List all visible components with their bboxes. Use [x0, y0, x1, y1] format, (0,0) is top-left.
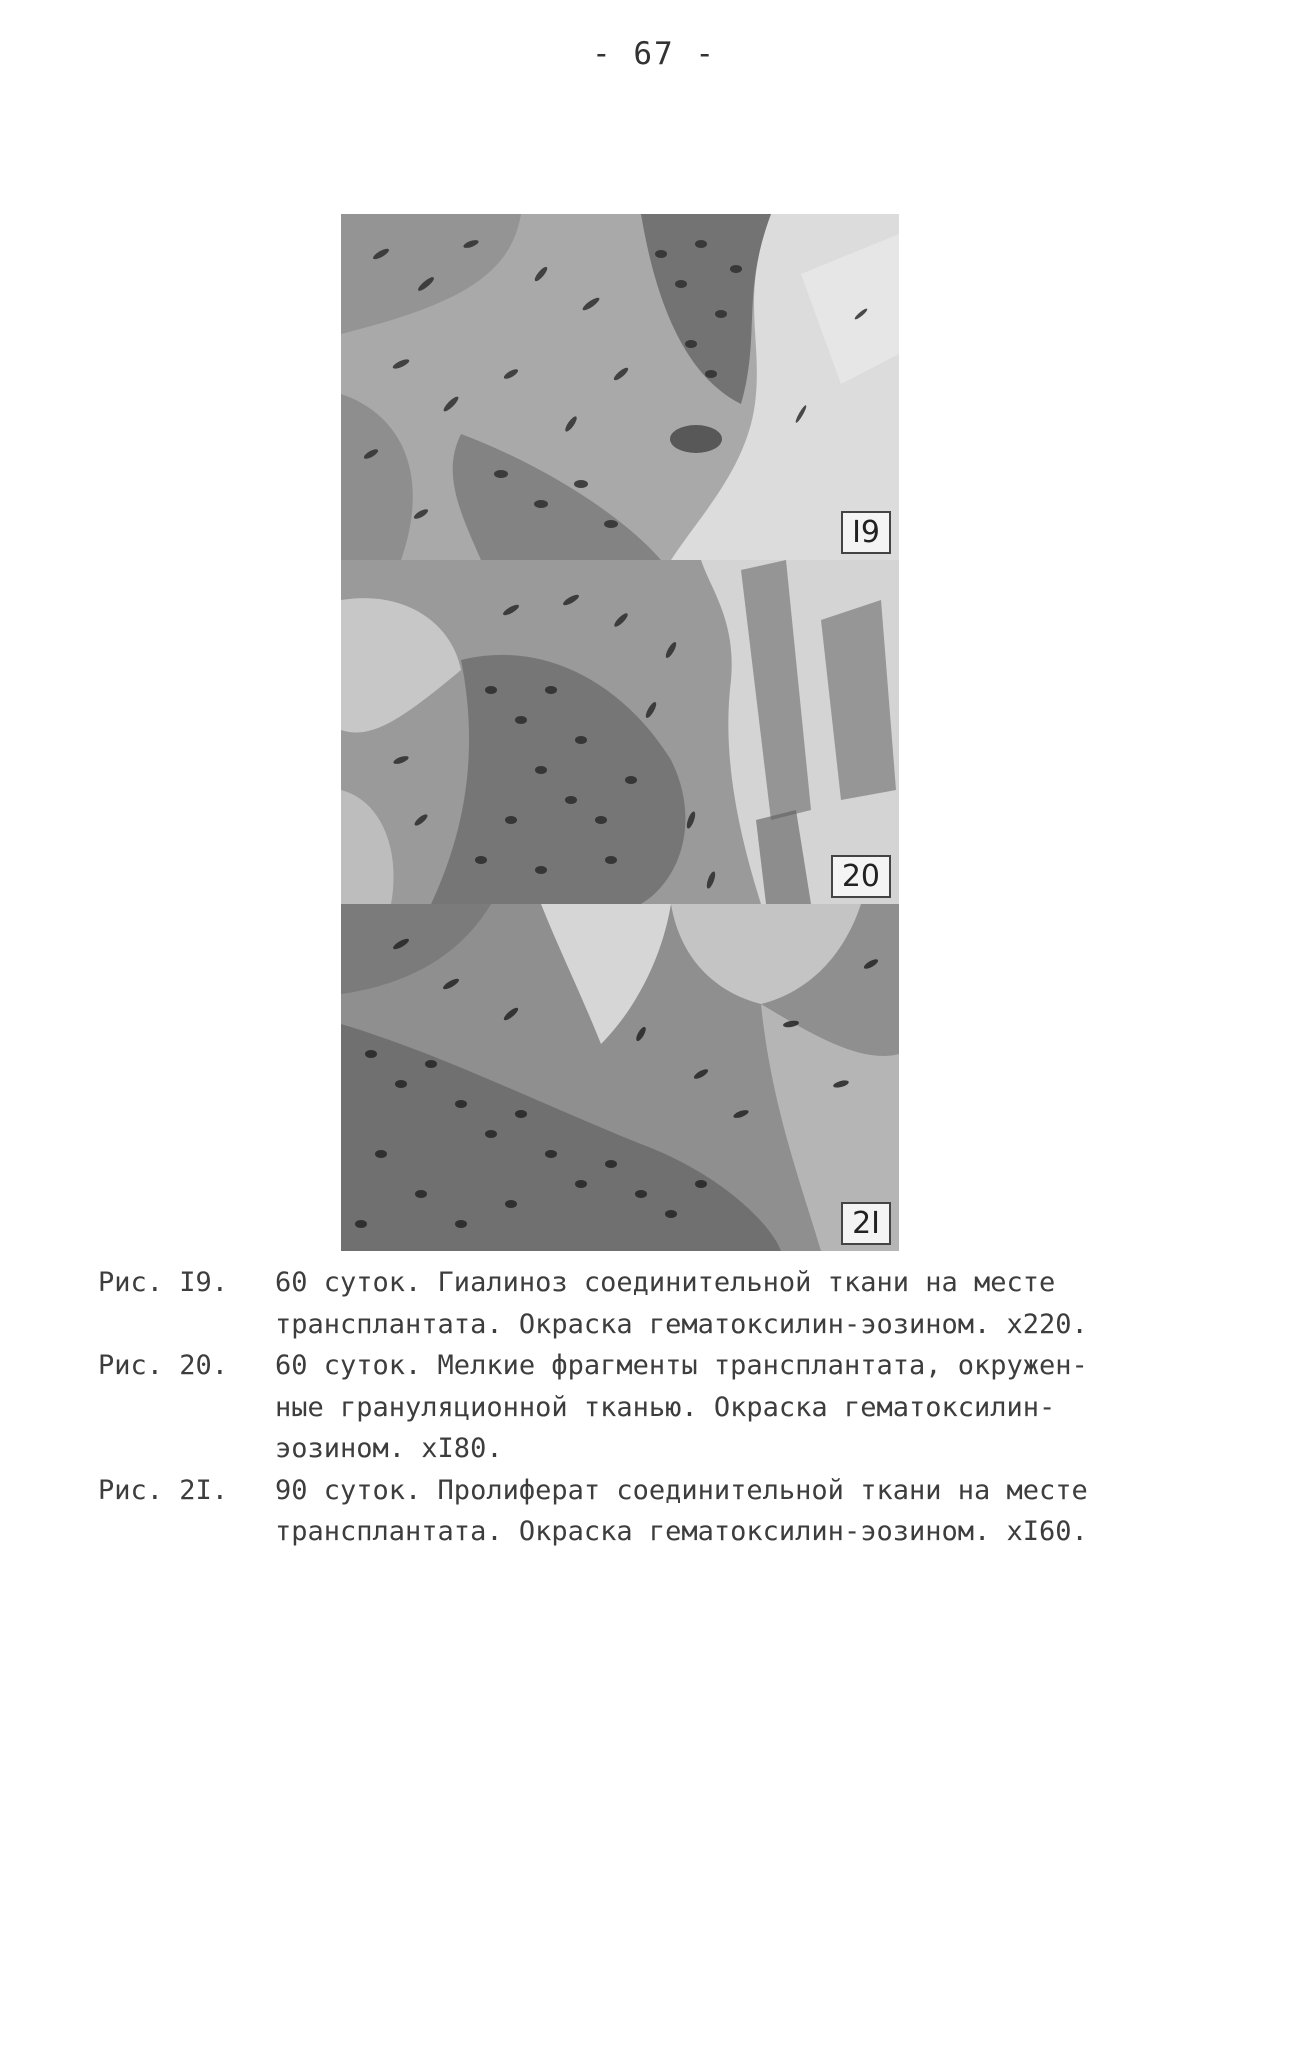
caption-line: ные грануляционной тканью. Окраска гематоксилин-: [275, 1391, 1056, 1423]
figure-label-20: 20: [831, 855, 891, 898]
figure-label-19: I9: [841, 511, 891, 554]
caption-line: 60 суток. Гиалиноз соединительной ткани на месте: [275, 1267, 1056, 1298]
micrograph-figure-20: [341, 560, 899, 904]
caption-line: трансплантата. Окраска гематоксилин-эозином. x220.: [275, 1308, 1088, 1340]
figure-captions: [98, 1262, 1228, 1553]
figure-label-21: 2I: [841, 1202, 891, 1245]
micrograph-19-image: [341, 214, 899, 560]
caption-figure-20: [98, 1345, 1228, 1470]
caption-line: эозином. xI80.: [275, 1433, 503, 1464]
page-number: - 67 -: [592, 36, 716, 72]
micrograph-figure-21: [341, 904, 899, 1251]
caption-prefix: Рис. I9.: [98, 1267, 229, 1298]
micrograph-20-image: [341, 560, 899, 904]
micrograph-21-image: [341, 904, 899, 1251]
micrograph-figure-19: [341, 214, 899, 560]
caption-prefix: Рис. 2I.: [98, 1474, 229, 1506]
caption-line: 60 суток. Мелкие фрагменты трансплантата, окружен-: [275, 1350, 1088, 1381]
caption-text: [275, 1262, 1228, 1345]
caption-text: [275, 1470, 1228, 1553]
caption-text: [275, 1345, 1228, 1470]
caption-figure-19: [98, 1262, 1228, 1345]
caption-prefix: Рис. 20.: [98, 1350, 229, 1381]
caption-line: трансплантата. Окраска гематоксилин-эозином. xI60.: [275, 1516, 1088, 1547]
caption-figure-21: [98, 1470, 1228, 1553]
caption-line: 90 суток. Пролиферат соединительной ткани на месте: [275, 1474, 1088, 1506]
